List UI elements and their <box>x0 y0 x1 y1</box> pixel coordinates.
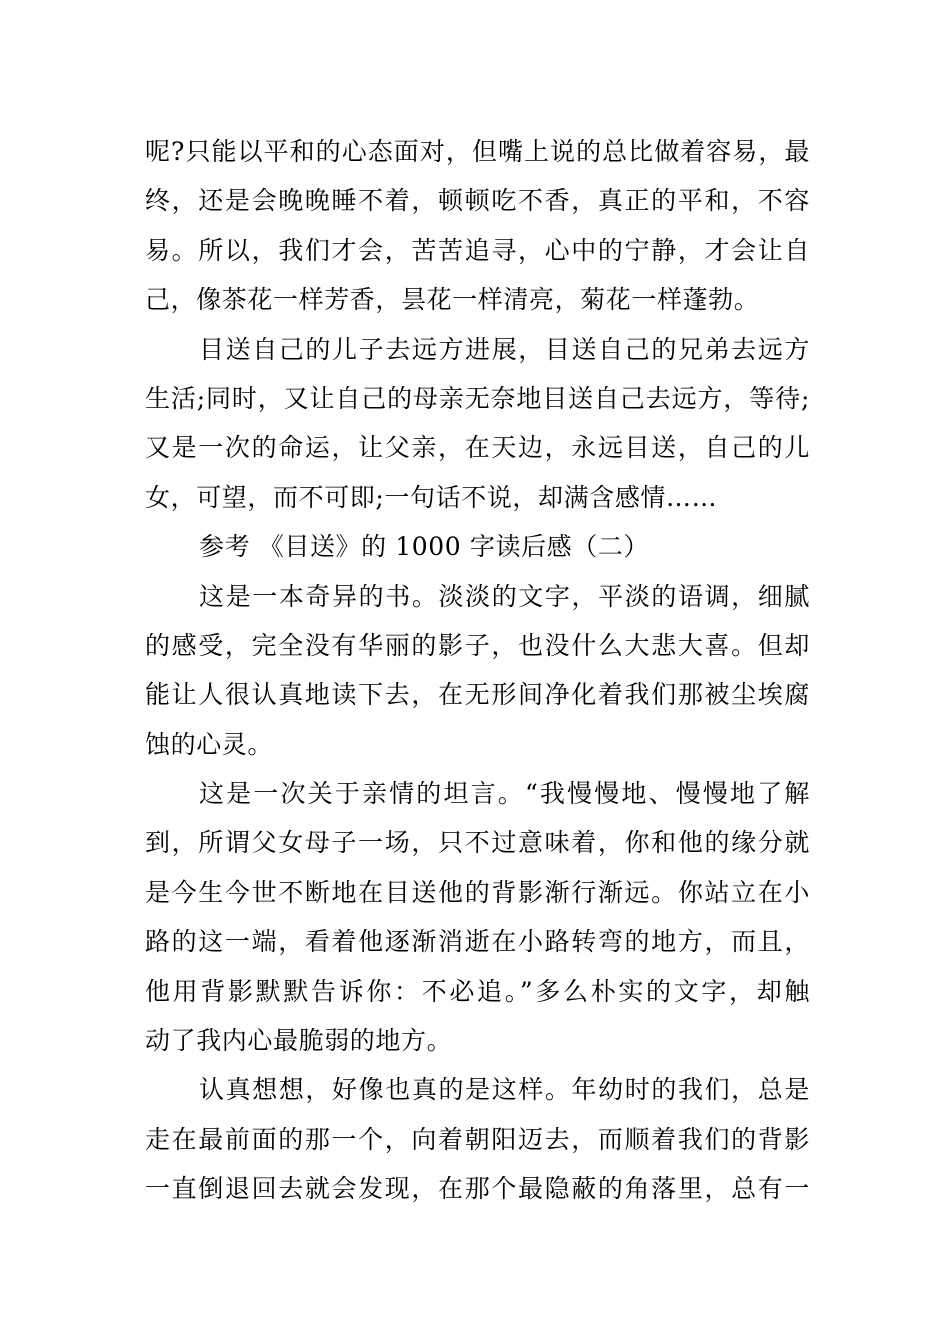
paragraph-first-line: 目送自己的儿子去远方进展，目送自己的兄弟去远方 <box>199 334 810 364</box>
paragraph-first-line: 参考 《目送》的 1000 字读后感（二） <box>199 532 650 562</box>
text-line: 走在最前面的那一个，向着朝阳迈去，而顺着我们的背影 <box>145 1124 810 1154</box>
text-line: 的感受，完全没有华丽的影子，也没什么大悲大喜。但却 <box>145 630 810 660</box>
text-line: 动了我内心最脆弱的地方。 <box>145 1026 453 1056</box>
paragraph-first-line: 这是一本奇异的书。淡淡的文字，平淡的语调，细腻 <box>199 581 810 611</box>
text-line: 呢?只能以平和的心态面对，但嘴上说的总比做着容易，最 <box>145 137 810 166</box>
text-line: 女，可望，而不可即;一句话不说，却满含感情…… <box>145 482 718 512</box>
text-line: 能让人很认真地读下去，在无形间净化着我们那被尘埃腐 <box>145 680 810 710</box>
text-line: 己，像茶花一样芳香，昙花一样清亮，菊花一样蓬勃。 <box>145 285 760 315</box>
text-line: 生活;同时，又让自己的母亲无奈地目送自己去远方，等待; <box>145 383 810 413</box>
text-line: 到，所谓父女母子一场，只不过意味着，你和他的缘分就 <box>145 828 810 858</box>
text-line: 是今生今世不断地在目送他的背影渐行渐远。你站立在小 <box>145 877 810 907</box>
text-line: 蚀的心灵。 <box>145 729 274 759</box>
text-line: 他用背影默默告诉你：不必追。”多么朴实的文字，却触 <box>145 976 810 1006</box>
text-line: 又是一次的命运，让父亲，在天边，永远目送，自己的儿 <box>145 433 810 463</box>
text-line: 终，还是会晚晚睡不着，顿顿吃不香，真正的平和，不容 <box>145 186 810 216</box>
document-body <box>145 127 810 1214</box>
paragraph-first-line: 这是一次关于亲情的坦言。“我慢慢地、慢慢地了解 <box>199 779 810 809</box>
text-line: 一直倒退回去就会发现，在那个最隐蔽的角落里，总有一 <box>145 1174 810 1204</box>
text-line: 路的这一端，看着他逐渐消逝在小路转弯的地方，而且， <box>145 927 810 957</box>
paragraph-first-line: 认真想想，好像也真的是这样。年幼时的我们，总是 <box>199 1075 810 1105</box>
text-line: 易。所以，我们才会，苦苦追寻，心中的宁静，才会让自 <box>145 235 810 265</box>
